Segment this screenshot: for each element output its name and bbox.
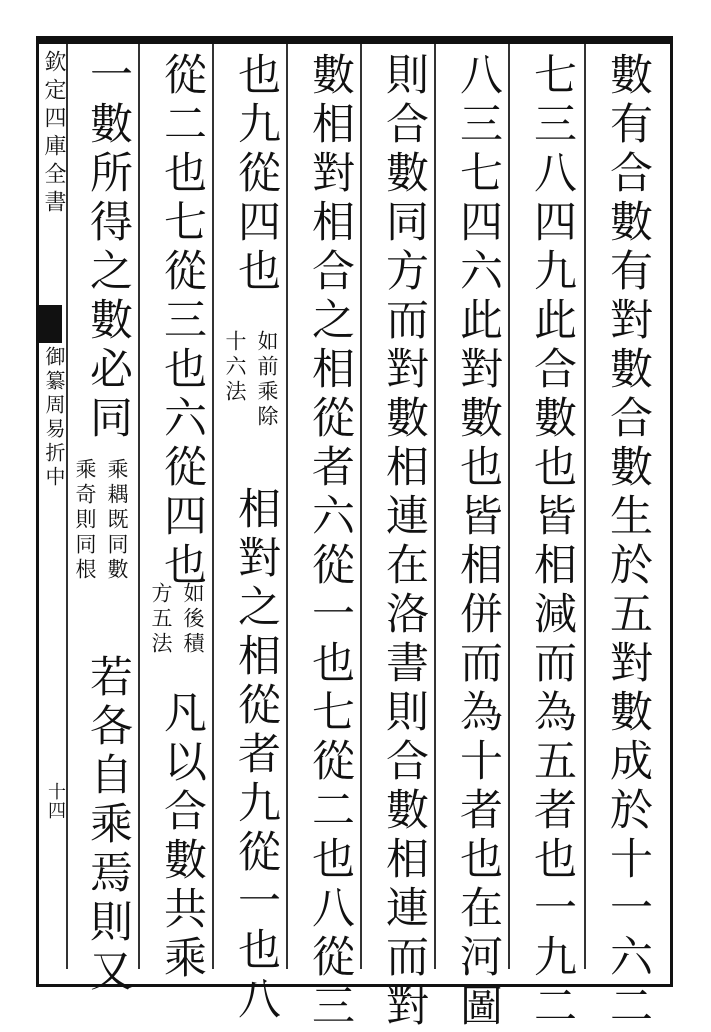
text-column-5: 數相對相合之相從者六從一也七從二也八從三 bbox=[305, 52, 355, 1032]
text-column-7-a: 從二也七從三也六從四也 bbox=[157, 52, 207, 591]
page-frame-top bbox=[36, 36, 673, 44]
page-frame-right bbox=[670, 36, 673, 986]
text-column-6-a: 也九從四也 bbox=[231, 52, 281, 297]
column-rule bbox=[138, 44, 140, 969]
collection-title: 欽定四庫全書 bbox=[41, 50, 66, 218]
book-title: 御纂周易折中 bbox=[42, 346, 66, 490]
text-column-2: 七三八四九此合數也皆相減而為五者也一九二 bbox=[527, 52, 577, 1032]
text-column-6-b: 相對之相從者九從一也八 bbox=[231, 486, 281, 1025]
annotation-7-line-2: 方五法 bbox=[149, 582, 173, 657]
text-column-4: 則合數同方而對數相連在洛書則合數相連而對 bbox=[379, 52, 429, 1032]
column-rule bbox=[286, 44, 288, 969]
column-rule bbox=[508, 44, 510, 969]
text-column-8-a: 一數所得之數必同 bbox=[83, 52, 133, 444]
text-column-7-b: 凡以合數共乘 bbox=[157, 690, 207, 984]
annotation-6-line-2: 十六法 bbox=[223, 330, 247, 405]
annotation-7-line-1: 如後積 bbox=[181, 582, 205, 657]
annotation-8-line-1: 乘耦既同數 bbox=[105, 458, 129, 583]
text-column-1: 數有合數有對數合數生於五對數成於十一六二 bbox=[603, 52, 653, 1032]
column-rule bbox=[66, 44, 68, 969]
text-column-3: 八三七四六此對數也皆相併而為十者也在河圖 bbox=[453, 52, 503, 1032]
fishtail-mark bbox=[36, 305, 62, 343]
text-column-8-b: 若各自乘焉則又 bbox=[83, 654, 133, 997]
column-rule bbox=[212, 44, 214, 969]
column-rule bbox=[360, 44, 362, 969]
column-rule bbox=[434, 44, 436, 969]
column-rule bbox=[584, 44, 586, 969]
page-number: 十四 bbox=[45, 782, 66, 820]
annotation-8-line-2: 乘奇則同根 bbox=[73, 458, 97, 583]
annotation-6-line-1: 如前乘除 bbox=[255, 330, 279, 430]
